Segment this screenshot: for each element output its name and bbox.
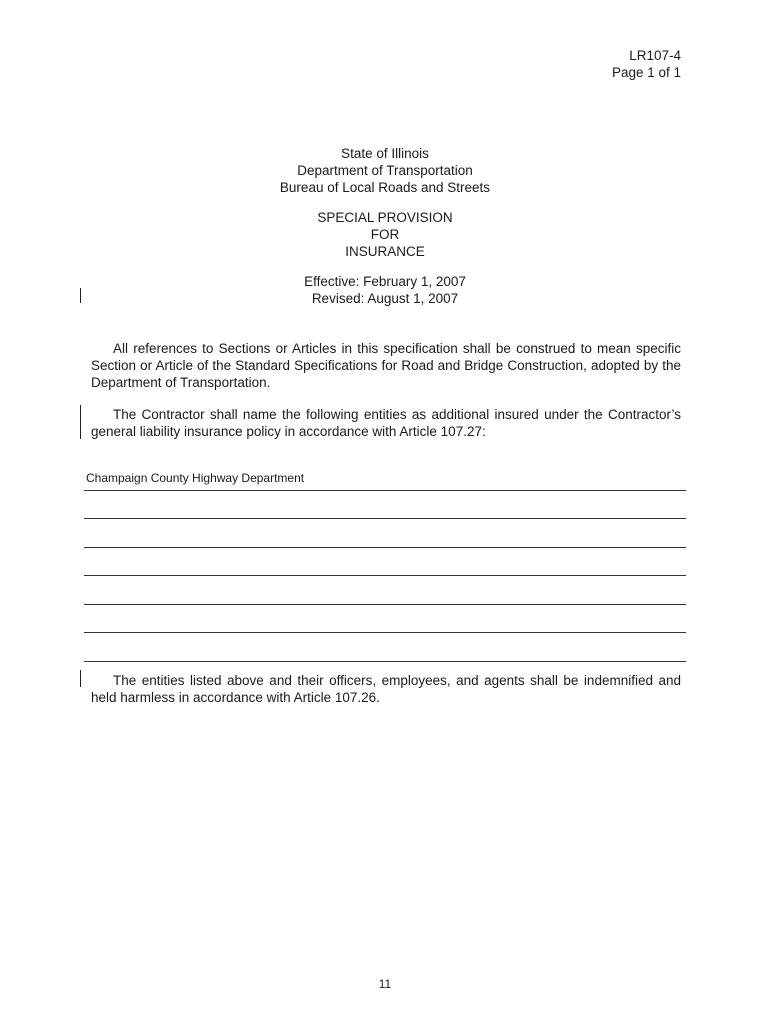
page-count: Page 1 of 1 <box>611 65 681 80</box>
page-number: 11 <box>378 977 392 991</box>
header-bureau: Bureau of Local Roads and Streets <box>279 180 491 195</box>
entity-line <box>84 633 686 662</box>
effective-date: Effective: February 1, 2007 <box>304 274 466 289</box>
entity-line <box>84 519 686 548</box>
entity-line <box>84 576 686 605</box>
entity-line <box>84 462 686 491</box>
header-state: State of Illinois <box>341 146 429 161</box>
paragraph-references-text: All references to Sections or Articles in this specification shall be construed to mean specific Section or Article of the Standard Specifications for Road and Bridge Construction, adopted by the Department of Transportation. <box>91 341 681 390</box>
entity-line <box>84 605 686 634</box>
title-line-2: FOR <box>370 227 400 242</box>
title-line-1: SPECIAL PROVISION <box>317 210 453 225</box>
insured-entities-list <box>84 462 686 662</box>
paragraph-references <box>91 340 681 391</box>
header-department: Department of Transportation <box>297 163 473 178</box>
entity-line <box>84 548 686 577</box>
revision-change-bar <box>80 288 81 303</box>
paragraph-indemnification-text: The entities listed above and their officers, employees, and agents shall be indemnified and held harmless in accordance with Article 107.26. <box>91 673 681 705</box>
revised-date: Revised: August 1, 2007 <box>311 291 459 306</box>
form-identifier <box>612 47 681 81</box>
document-header <box>0 145 770 307</box>
entity-name: Champaign County Highway Department <box>86 470 305 485</box>
revision-change-bar <box>80 670 81 687</box>
paragraph-additional-insured <box>91 406 681 440</box>
entity-line <box>84 491 686 520</box>
revision-change-bar <box>80 405 81 439</box>
form-number: LR107-4 <box>629 48 681 63</box>
title-line-3: INSURANCE <box>345 244 425 259</box>
paragraph-indemnification <box>91 672 681 706</box>
paragraph-additional-insured-text: The Contractor shall name the following entities as additional insured under the Contractor’s general liability insurance policy in accordance with Article 107.27: <box>91 407 681 439</box>
